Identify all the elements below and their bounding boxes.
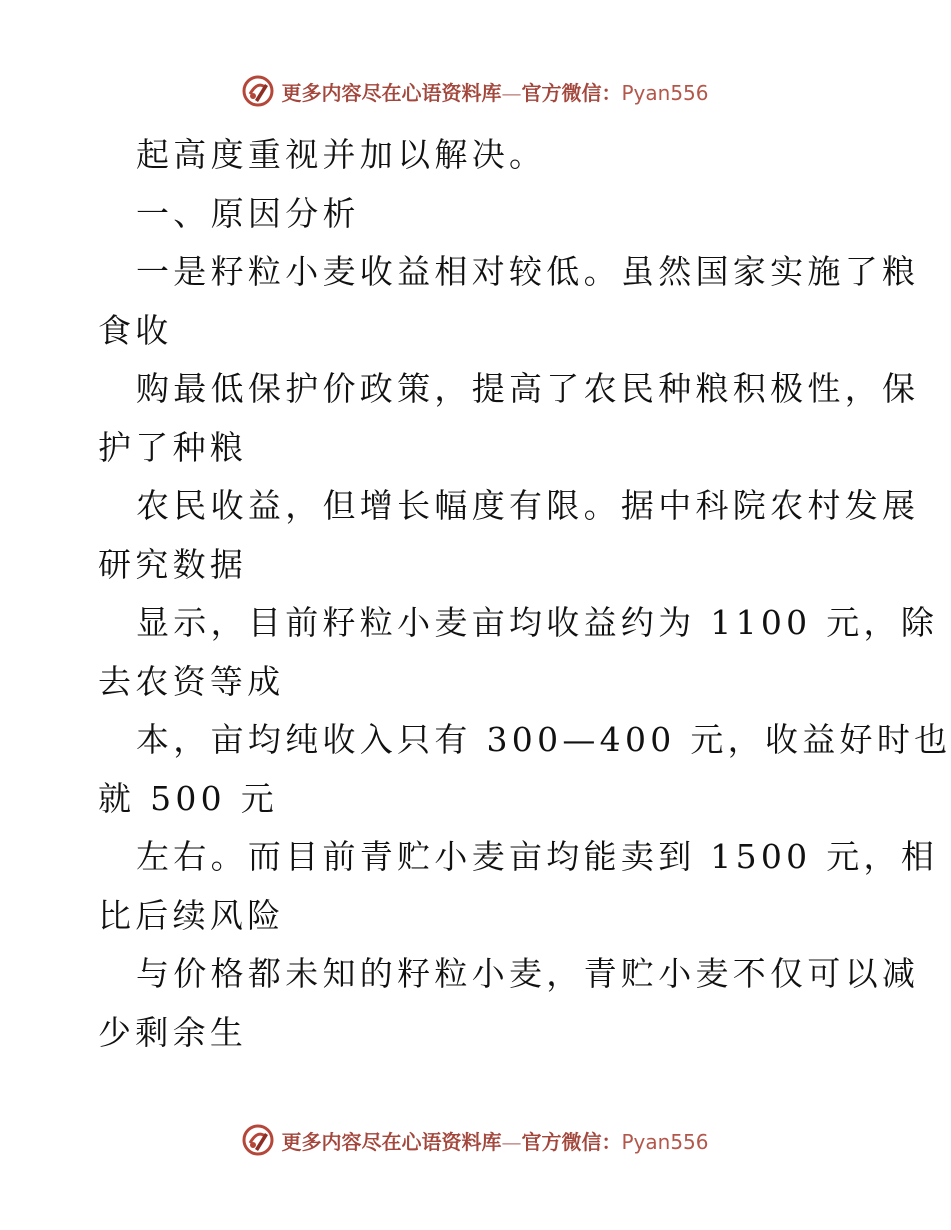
header-watermark <box>0 71 950 111</box>
logo-icon <box>241 1123 275 1157</box>
text-line: 农民收益，但增长幅度有限。据中科院农村发展 <box>136 486 920 525</box>
text-line: 一是籽粒小麦收益相对较低。虽然国家实施了粮 <box>136 252 920 291</box>
section-heading: 一、原因分析 <box>136 193 360 233</box>
watermark-text: 更多内容尽在心语资料库—官方微信：Pyan556 <box>281 80 709 105</box>
text-line: 购最低保护价政策，提高了农民种粮积极性，保 <box>136 369 920 408</box>
text-line: 食收 <box>98 310 173 350</box>
text-line: 起高度重视并加以解决。 <box>136 135 547 174</box>
text-line: 比后续风险 <box>98 895 285 935</box>
text-line: 研究数据 <box>98 544 248 584</box>
text-line: 与价格都未知的籽粒小麦，青贮小麦不仅可以减 <box>136 954 920 993</box>
footer-watermark <box>0 1120 950 1160</box>
text-line: 去农资等成 <box>98 661 285 701</box>
logo-icon <box>241 74 275 108</box>
document-body <box>98 126 951 1062</box>
text-line: 就 500 元 <box>98 778 279 818</box>
watermark-text: 更多内容尽在心语资料库—官方微信：Pyan556 <box>281 1129 709 1154</box>
text-line: 本，亩均纯收入只有 300—400 元，收益好时也 <box>136 720 951 759</box>
text-line: 少剩余生 <box>98 1012 248 1052</box>
text-line: 显示，目前籽粒小麦亩均收益约为 1100 元，除 <box>136 603 939 642</box>
text-line: 左右。而目前青贮小麦亩均能卖到 1500 元，相 <box>136 837 939 876</box>
text-line: 护了种粮 <box>98 427 248 467</box>
